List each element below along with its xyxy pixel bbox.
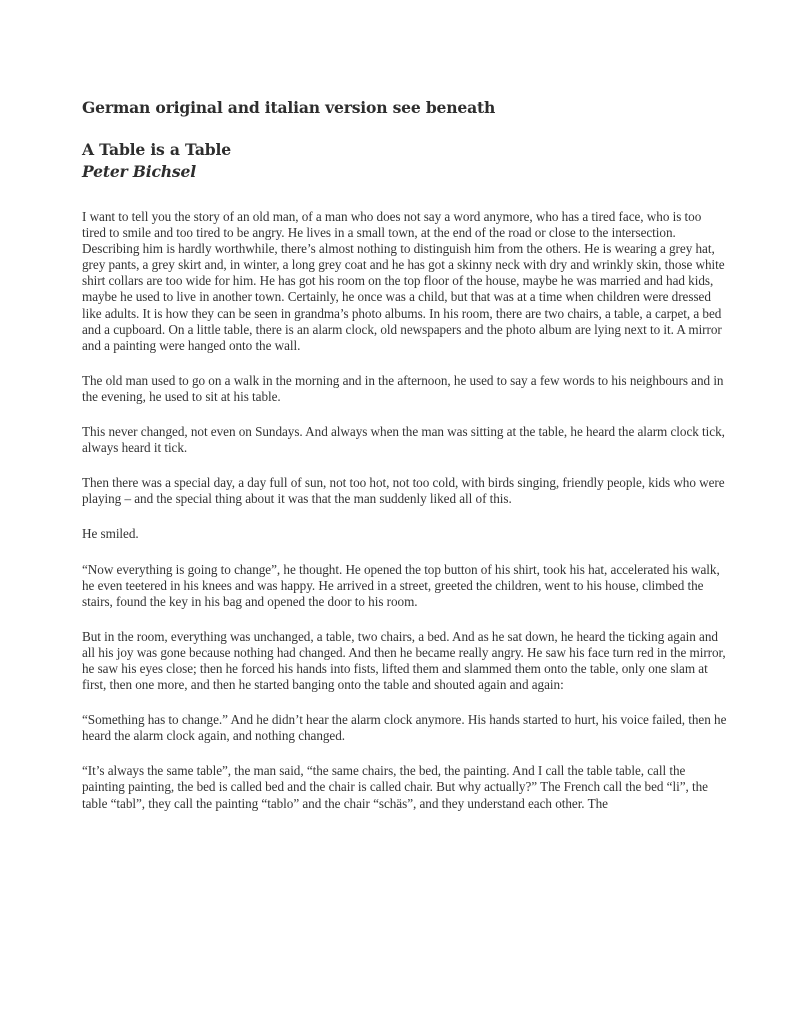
paragraph-4: Then there was a special day, a day full of sun, not too hot, not too cold, with birds singing, friendly people, kids who were playing – and the special thing about it was that the man suddenly liked all of this. (82, 475, 725, 507)
paragraph-9: “It’s always the same table”, the man said, “the same chairs, the bed, the painting. And I call the table table, call the painting painting, the bed is called bed and the chair is called chair. But why actually?” The French call the bed “li”, the table “tabl”, they call the painting “tablo” and the chair “schäs”, and they understand each other. The (82, 763, 708, 811)
paragraph-2: The old man used to go on a walk in the morning and in the afternoon, he used to say a few words to his neighbours and in the evening, he used to sit at his table. (82, 372, 724, 404)
story-author: Peter Bichsel (82, 162, 196, 181)
paragraph-1: I want to tell you the story of an old man, of a man who does not say a word anymore, who has a tired face, who is too tired to smile and too tired to be angry. He lives in a small town, at the end of the road or close to the intersection. Describing him is hardly worthwhile, there’s almost nothing to distinguish him from the others. He is wearing a grey hat, grey pants, a grey skirt and, in winter, a long grey coat and he has got a skinny neck with dry and wrinkly skin, those white shirt collars are too wide for him. He has got his room on the top floor of the house, maybe he was married and had kids, maybe he used to live in another town. Certainly, he once was a child, but that was at a time when children were dressed like adults. It is how they can be seen in grandma’s photo albums. In his room, there are two chairs, a table, a carpet, a bed and a cupboard. On a little table, there is an alarm clock, old newspapers and the photo album are lying next to it. A mirror and a painting were hanged onto the wall. (82, 209, 725, 353)
paragraph-3: This never changed, not even on Sundays. And always when the man was sitting at the table, he heard the alarm clock tick, always heard it tick. (82, 424, 725, 456)
story-title: A Table is a Table (82, 140, 231, 159)
paragraph-5: He smiled. (82, 526, 139, 542)
paragraph-7: But in the room, everything was unchanged, a table, two chairs, a bed. And as he sat down, he heard the ticking again and all his joy was gone because nothing had changed. And then he became really angry. He saw his face turn red in the mirror, he saw his eyes close; then he forced his hands into fists, lifted them and slammed them onto the table, only one slam at first, then one more, and then he started banging onto the table and shouted again and again: (82, 628, 726, 693)
paragraph-8: “Something has to change.” And he didn’t hear the alarm clock anymore. His hands started to hurt, his voice failed, then he heard the alarm clock again, and nothing changed. (82, 712, 727, 744)
story-body (82, 209, 728, 812)
language-note: German original and italian version see beneath (82, 98, 496, 117)
paragraph-6: “Now everything is going to change”, he thought. He opened the top button of his shirt, took his hat, accelerated his walk, he even teetered in his knees and was happy. He arrived in a street, greeted the children, went to his house, climbed the stairs, found the key in his bag and opened the door to his room. (82, 561, 720, 609)
document-page (82, 98, 728, 831)
